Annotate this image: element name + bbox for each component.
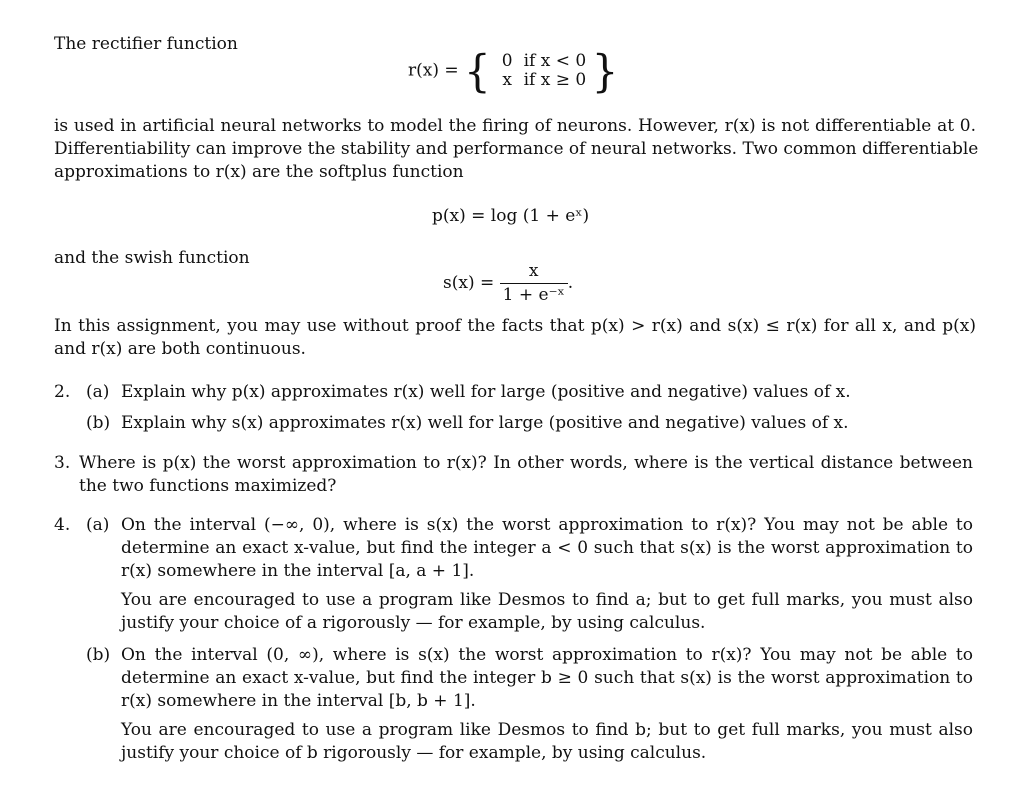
swish-fraction (500, 260, 568, 307)
part-label: (b) (86, 413, 111, 433)
question-2a-text: Explain why p(x) approximates r(x) well for large (positive and negative) values of x. (121, 382, 851, 402)
swish-equation (443, 260, 573, 307)
swish-numerator: x (528, 261, 539, 281)
rectifier-lhs: r(x) = (408, 60, 459, 81)
question-3-text (79, 452, 973, 498)
part-label: (a) (86, 515, 110, 535)
paragraph-line: In this assignment, you may use without proof the facts that p(x) > r(x) and s(x) ≤ r(x) for all x, and p(x) (54, 316, 976, 336)
question-line: the two functions maximized? (79, 476, 337, 496)
left-brace: { (464, 45, 491, 97)
case1-condition: if x < 0 (523, 51, 587, 71)
question-line: determine an exact x-value, but find the integer b ≥ 0 such that s(x) is the worst approximation to (121, 668, 973, 688)
paragraph-line: Differentiability can improve the stability and performance of neural networks. Two common differentiable (54, 139, 979, 159)
part-label: (a) (86, 382, 110, 402)
question-line: r(x) somewhere in the interval [b, b + 1]. (121, 691, 476, 711)
question-number: 4. (54, 515, 71, 535)
rectifier-equation (408, 45, 619, 97)
paragraph-differentiability (54, 115, 979, 184)
paragraph-line: is used in artificial neural networks to model the firing of neurons. However, r(x) is not differentiable at 0. (54, 116, 976, 136)
softplus-equation: p(x) = log (1 + eˣ) (432, 206, 590, 226)
question-2b-text: Explain why s(x) approximates r(x) well for large (positive and negative) values of x. (121, 413, 849, 433)
right-brace: } (591, 45, 619, 97)
question-line: determine an exact x-value, but find the integer a < 0 such that s(x) is the worst approximation to (121, 538, 973, 558)
question-line: r(x) somewhere in the interval [a, a + 1]. (121, 561, 475, 581)
question-line: You are encouraged to use a program like Desmos to find a; but to get full marks, you must also (121, 590, 973, 610)
question-4b-text (121, 644, 973, 765)
question-line: justify your choice of a rigorously — for example, by using calculus. (121, 613, 706, 633)
rectifier-cases (496, 52, 586, 90)
question-number: 2. (54, 382, 71, 402)
case2-condition: if x ≥ 0 (523, 70, 587, 90)
question-line: Where is p(x) the worst approximation to r(x)? In other words, where is the vertical distance between (79, 453, 973, 473)
swish-period: . (567, 273, 574, 293)
paragraph-facts (54, 315, 976, 361)
intro-line: The rectifier function (54, 34, 238, 54)
paragraph-line: and r(x) are both continuous. (54, 339, 306, 359)
part-label: (b) (86, 645, 111, 665)
case2-value: x (502, 70, 512, 90)
question-line: You are encouraged to use a program like Desmos to find b; but to get full marks, you must also (121, 720, 973, 740)
swish-intro-line: and the swish function (54, 248, 250, 268)
case1-value: 0 (501, 51, 513, 71)
question-number: 3. (54, 453, 71, 473)
question-line: On the interval (0, ∞), where is s(x) the worst approximation to r(x)? You may not be able to (121, 645, 973, 665)
question-4a-text (121, 514, 973, 635)
swish-lhs: s(x) = (443, 273, 495, 293)
swish-denominator: 1 + e⁻ˣ (500, 283, 568, 307)
paragraph-line: approximations to r(x) are the softplus function (54, 162, 464, 182)
question-line: justify your choice of b rigorously — for example, by using calculus. (121, 743, 707, 763)
question-line: On the interval (−∞, 0), where is s(x) the worst approximation to r(x)? You may not be able to (121, 515, 973, 535)
